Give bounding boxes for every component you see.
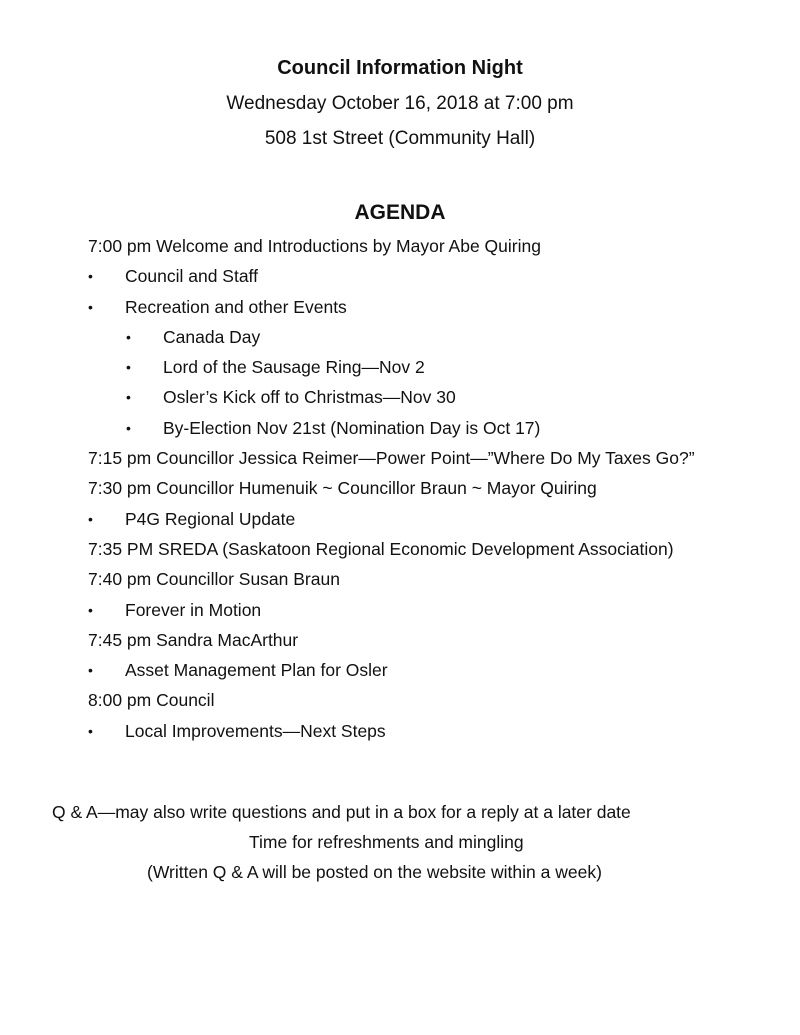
agenda-time-item (88, 628, 788, 658)
agenda-item-text: 7:35 PM SREDA (Saskatoon Regional Economic Development Association) (88, 538, 674, 559)
agenda-bullet-item (88, 295, 788, 325)
bullet-icon: • (88, 510, 93, 527)
agenda-bullet-item (88, 507, 788, 537)
event-location: 508 1st Street (Community Hall) (264, 128, 536, 149)
agenda-item-text: Recreation and other Events (125, 296, 347, 317)
agenda-time-item (88, 234, 788, 264)
agenda-item-text: P4G Regional Update (125, 508, 296, 529)
refreshments-note: Time for refreshments and mingling (249, 832, 524, 852)
agenda-item-text: Osler’s Kick off to Christmas—Nov 30 (163, 387, 456, 408)
bullet-icon: • (126, 359, 131, 376)
bullet-icon: • (126, 419, 131, 436)
bullet-icon: • (88, 662, 93, 679)
agenda-item-text: Local Improvements—Next Steps (125, 720, 386, 741)
written-qa-note: (Written Q & A will be posted on the website within a week) (147, 862, 602, 882)
agenda-item-text: Council and Staff (125, 266, 258, 287)
page-title: Council Information Night (277, 57, 523, 79)
agenda-time-item (88, 537, 788, 567)
qa-note: Q & A—may also write questions and put in a box for a reply at a later date (52, 802, 631, 822)
agenda-bullet-item (88, 416, 788, 446)
bullet-icon: • (126, 389, 131, 406)
agenda-item-text: Asset Management Plan for Osler (125, 660, 388, 681)
agenda-item-text: 7:40 pm Councillor Susan Braun (88, 569, 340, 590)
agenda-heading: AGENDA (354, 201, 446, 224)
bullet-icon: • (88, 601, 93, 618)
agenda-item-text: 8:00 pm Council (88, 690, 215, 711)
agenda-item-text: 7:45 pm Sandra MacArthur (88, 629, 299, 650)
bullet-icon: • (88, 268, 93, 285)
agenda-item-text: By-Election Nov 21st (Nomination Day is Oct 17) (163, 417, 541, 438)
agenda-time-item (88, 688, 788, 718)
agenda-bullet-item (88, 264, 788, 294)
agenda-bullet-item (88, 385, 788, 415)
bullet-icon: • (126, 328, 131, 345)
agenda-time-item (88, 476, 788, 506)
bullet-icon: • (88, 298, 93, 315)
agenda-item-text: 7:30 pm Councillor Humenuik ~ Councillor Braun ~ Mayor Quiring (88, 478, 597, 499)
agenda-time-item (88, 446, 788, 476)
agenda-item-text: 7:00 pm Welcome and Introductions by Mayor Abe Quiring (88, 236, 541, 256)
agenda-bullet-item (88, 325, 788, 355)
agenda-bullet-item (88, 658, 788, 688)
agenda-bullet-item (88, 355, 788, 385)
agenda-item-text: Forever in Motion (125, 599, 262, 620)
agenda-item-text: 7:15 pm Councillor Jessica Reimer—Power Point—”Where Do My Taxes Go?” (88, 448, 695, 469)
bullet-icon: • (88, 722, 93, 739)
agenda-item-text: Lord of the Sausage Ring—Nov 2 (163, 357, 425, 378)
agenda-bullet-item (88, 719, 788, 749)
agenda-time-item (88, 567, 788, 597)
agenda-bullet-item (88, 598, 788, 628)
agenda-list (88, 234, 788, 749)
agenda-item-text: Canada Day (163, 326, 261, 347)
event-datetime: Wednesday October 16, 2018 at 7:00 pm (226, 93, 574, 114)
